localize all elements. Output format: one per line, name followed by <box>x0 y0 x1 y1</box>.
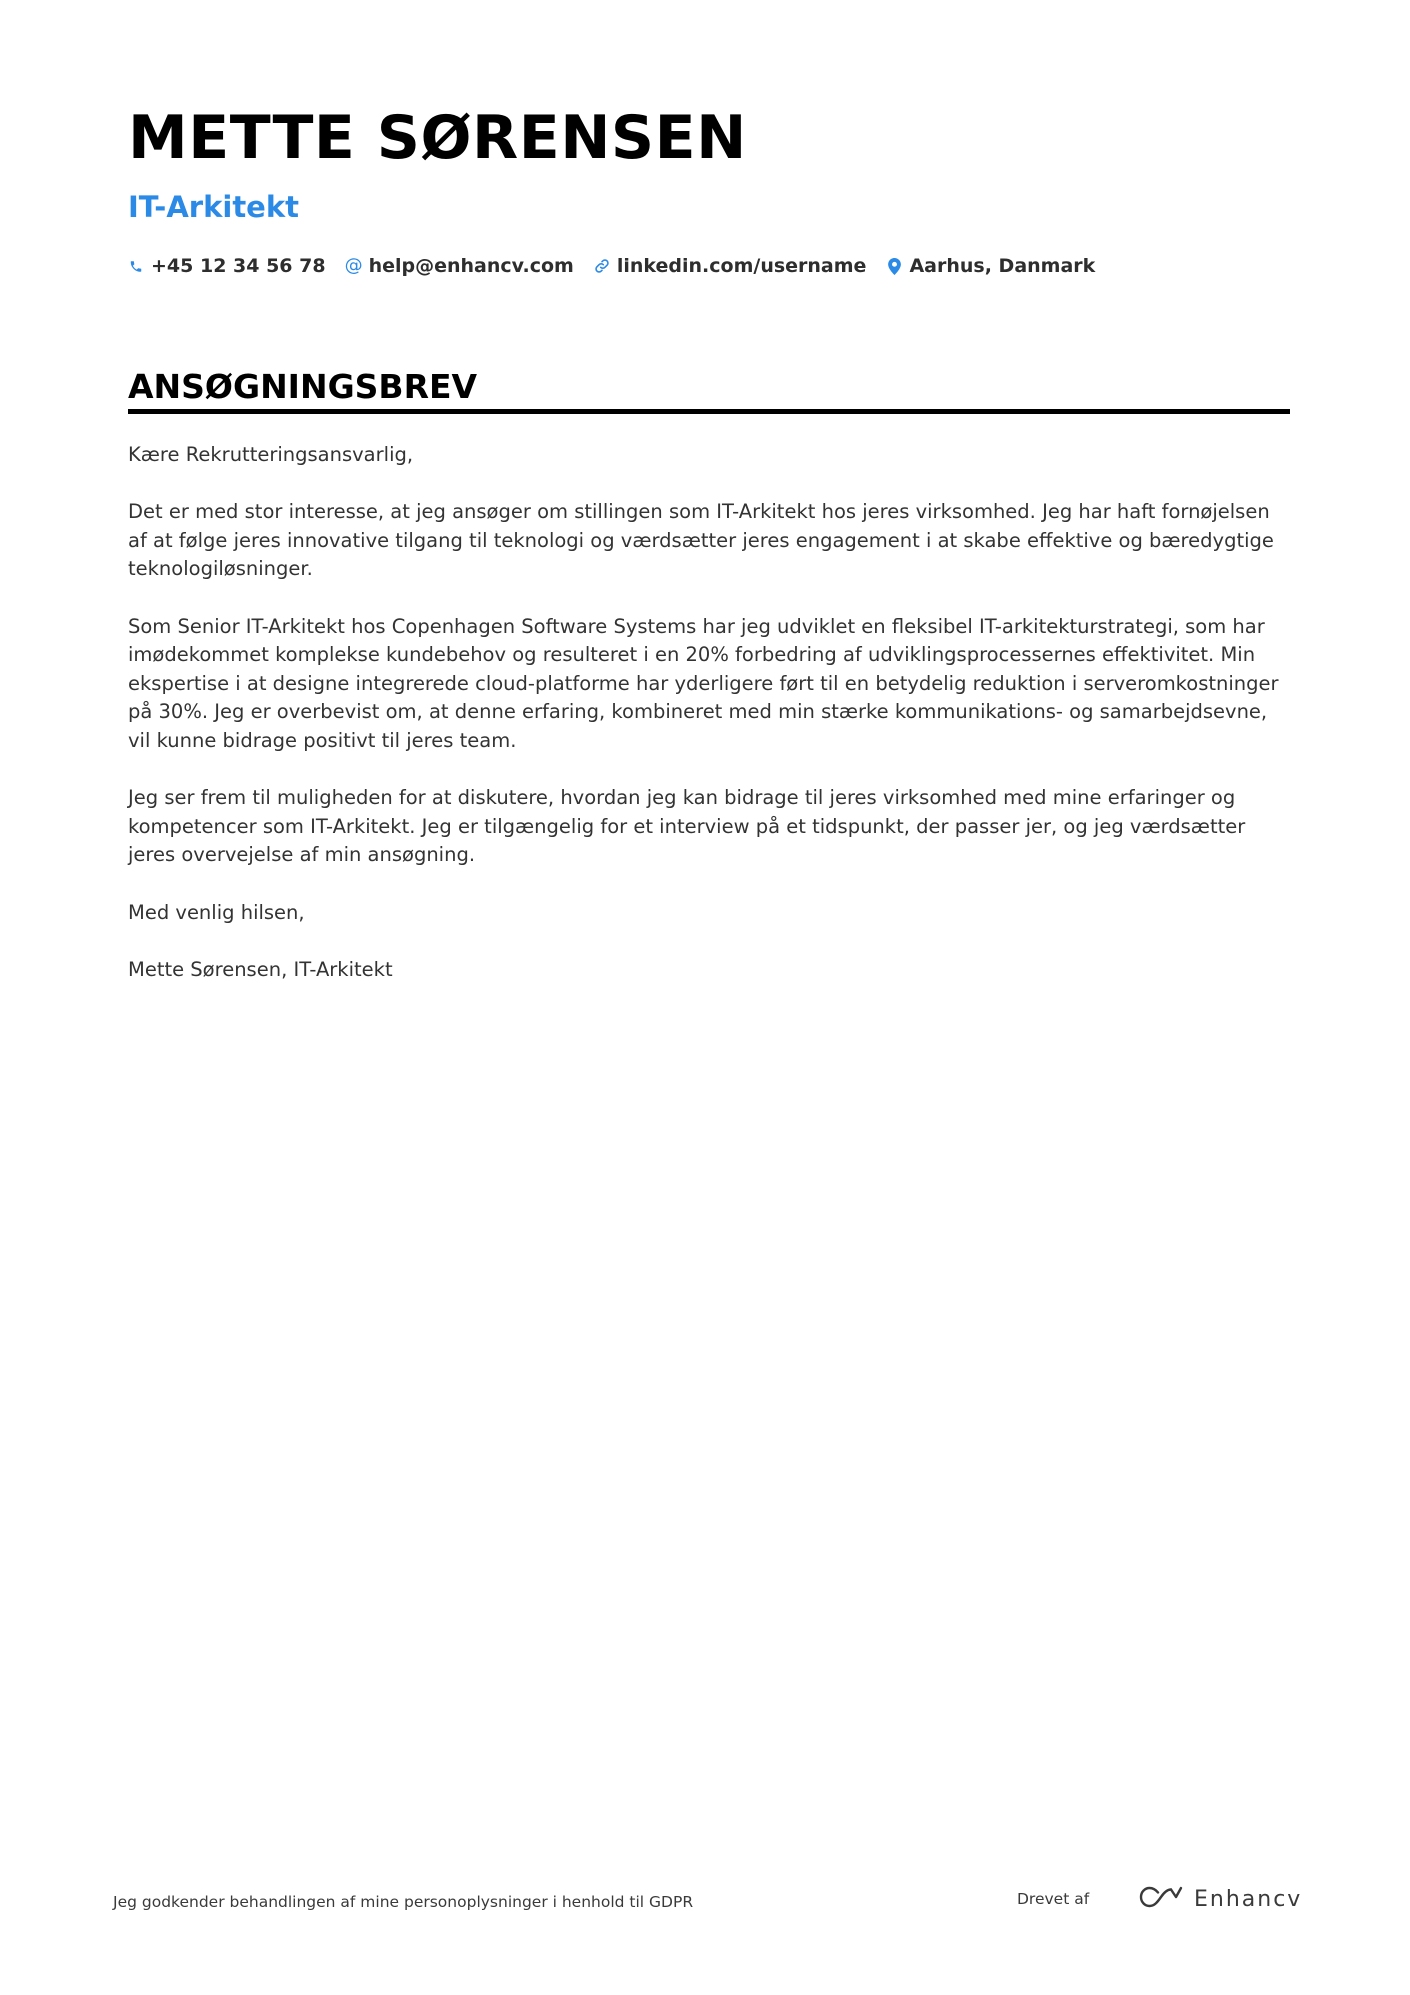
enhancv-brand[interactable] <box>1138 1885 1302 1914</box>
letter-body <box>128 441 1293 1013</box>
contact-email <box>346 255 574 277</box>
section-divider <box>128 409 1290 414</box>
contact-location <box>886 255 1095 277</box>
letter-signature: Mette Sørensen, IT-Arkitekt <box>128 957 393 981</box>
applicant-name: METTE SØRENSEN <box>128 103 747 173</box>
contact-linkedin <box>594 255 867 277</box>
email-text[interactable]: help@enhancv.com <box>368 255 574 277</box>
letter-closing: Med venlig hilsen, <box>128 900 305 924</box>
letter-paragraph: Det er med stor interesse, at jeg ansøger om stillingen som IT-Arkitekt hos jeres virksomhed. Jeg har haft fornøjelsen af at følge jeres innovative tilgang til teknologi og værdsætter jeres engagement i at skabe effektive og bæredygtige teknologiløsninger. <box>128 500 1274 581</box>
applicant-role: IT-Arkitekt <box>128 190 299 224</box>
contact-phone <box>128 255 326 277</box>
powered-by-label: Drevet af <box>1017 1890 1090 1908</box>
letter-paragraph: Jeg ser frem til muligheden for at diskutere, hvordan jeg kan bidrage til jeres virksomhed med mine erfaringer og kompetencer som IT-Arkitekt. Jeg er tilgængelig for et interview på et tidspunkt, der passer jer, og jeg værdsætter jeres overvejelse af min ansøgning. <box>128 786 1246 867</box>
location-pin-icon <box>886 257 902 275</box>
letter-greeting: Kære Rekrutteringsansvarlig, <box>128 443 414 466</box>
letter-paragraph: Som Senior IT-Arkitekt hos Copenhagen Software Systems har jeg udviklet en fleksibel IT-arkitekturstrategi, som har imødekommet komplekse kundebehov og resulteret i en 20% forbedring af udviklingsprocessernes effektivitet. Min ekspertise i at designe integrerede cloud-platforme har yderligere ført til en betydelig reduktion i serveromkostninger på 30%. Jeg er overbevist om, at denne erfaring, kombineret med min stærke kommunikations- og samarbejdsevne, vil kunne bidrage positivt til jeres team. <box>128 614 1279 752</box>
gdpr-consent-text: Jeg godkender behandlingen af mine personoplysninger i henhold til GDPR <box>113 1893 694 1911</box>
phone-text[interactable]: +45 12 34 56 78 <box>151 255 326 277</box>
location-text: Aarhus, Danmark <box>909 255 1096 277</box>
at-icon: @ <box>344 255 363 276</box>
brand-name: Enhancv <box>1194 1886 1303 1912</box>
link-icon <box>594 257 610 275</box>
enhancv-logo-icon <box>1138 1885 1184 1914</box>
linkedin-text[interactable]: linkedin.com/username <box>616 255 867 277</box>
phone-icon <box>128 257 144 275</box>
section-title: ANSØGNINGSBREV <box>128 367 478 406</box>
contact-info <box>128 255 1095 277</box>
